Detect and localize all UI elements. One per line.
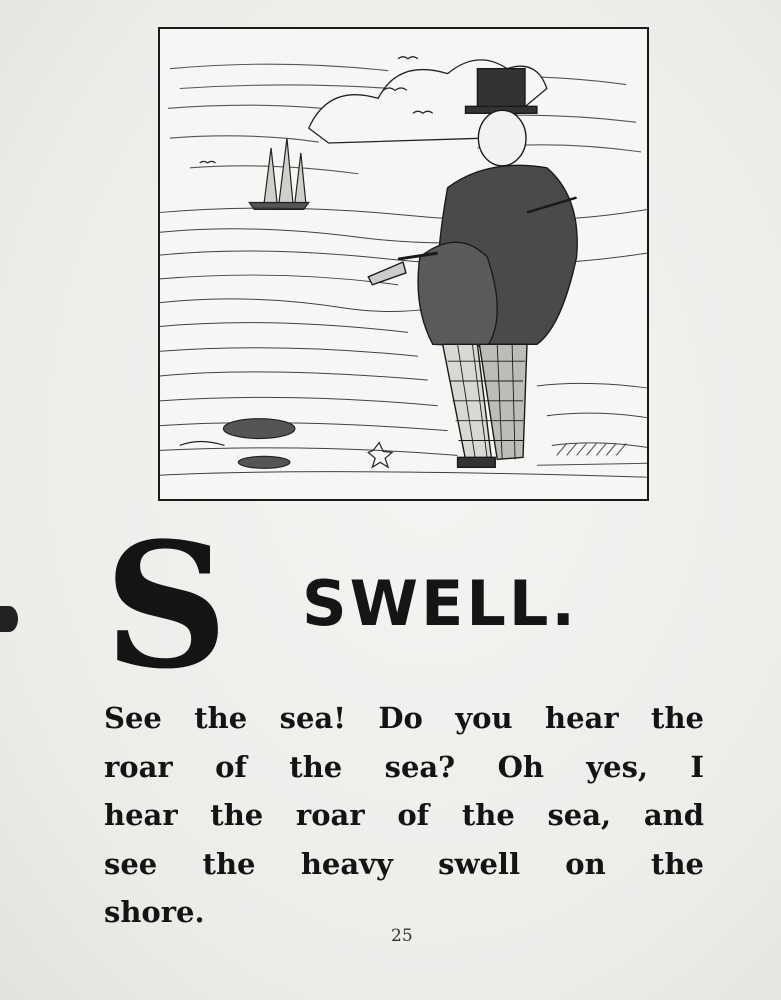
verse-line: see the heavy swell on the: [104, 846, 704, 881]
shells-icon: [180, 419, 392, 469]
verse-line: hear the roar of the sea, and: [104, 798, 704, 832]
illustration-frame: [158, 27, 649, 501]
verse-line: shore.: [104, 895, 205, 929]
ink-blot: [0, 606, 18, 632]
verse-line: See the sea! Do you hear the: [104, 701, 704, 735]
man-in-top-hat-by-sea-illustration: [160, 29, 647, 499]
page-number: 25: [391, 926, 413, 946]
verse-paragraph: [104, 694, 704, 937]
decorative-initial-letter: S: [104, 504, 229, 707]
verse-line: roar of the sea? Oh yes, I: [104, 749, 704, 784]
headword-title: SWELL.: [302, 567, 578, 640]
sailing-ship-icon: [249, 138, 309, 209]
